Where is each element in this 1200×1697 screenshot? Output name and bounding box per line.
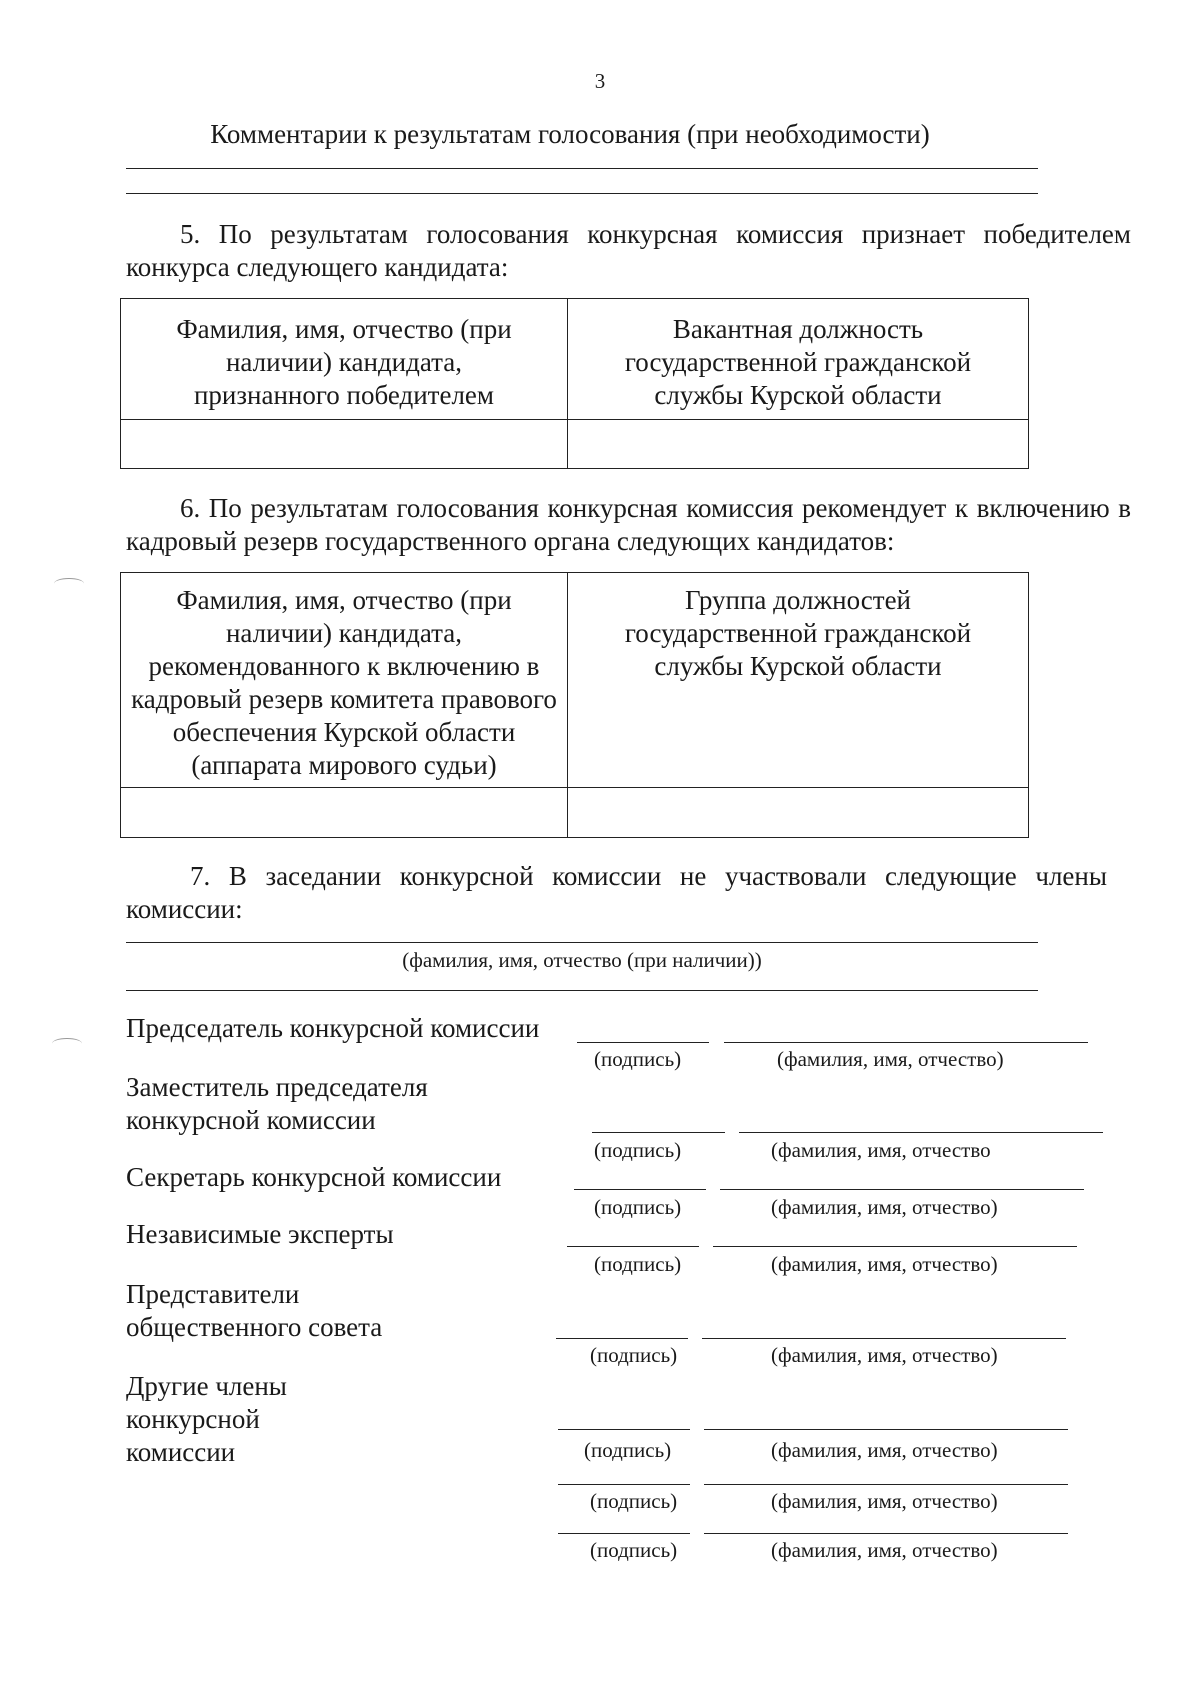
secretary-fio-line[interactable] <box>720 1189 1084 1190</box>
reserve-table-cell-group[interactable] <box>568 788 1029 838</box>
public-council-signature-line[interactable] <box>556 1338 688 1339</box>
absent-members-caption: (фамилия, имя, отчество (при наличии)) <box>402 948 762 972</box>
absent-members-line-1[interactable] <box>126 942 1038 943</box>
chairman-fio-caption: (фамилия, имя, отчество) <box>777 1047 1004 1071</box>
deputy-fio-caption: (фамилия, имя, отчество <box>771 1138 991 1162</box>
experts-signature-line[interactable] <box>567 1246 699 1247</box>
comments-heading: Комментарии к результатам голосования (при необходимости) <box>210 119 930 149</box>
chairman-signature-caption: (подпись) <box>594 1047 682 1071</box>
comments-line-1[interactable] <box>126 168 1038 169</box>
experts-fio-line[interactable] <box>713 1246 1077 1247</box>
secretary-fio-caption: (фамилия, имя, отчество) <box>771 1195 998 1219</box>
chairman-signature-line[interactable] <box>577 1042 709 1043</box>
chairman-fio-line[interactable] <box>724 1042 1088 1043</box>
other-member-2-signature-caption: (подпись) <box>590 1489 678 1513</box>
absent-members-line-2[interactable] <box>126 990 1038 991</box>
other-member-1-fio-caption: (фамилия, имя, отчество) <box>771 1438 998 1462</box>
reserve-table-cell-fio[interactable] <box>121 788 568 838</box>
other-member-2-signature-line[interactable] <box>558 1484 690 1485</box>
reserve-table-header-group: Группа должностей государственной гражданской службы Курской области <box>568 573 1029 788</box>
section6-paragraph: 6. По результатам голосования конкурсная комиссия рекомендует к включению в кадровый резерв государственного органа следующих кандидатов: <box>126 493 1131 556</box>
public-council-label: Представители общественного совета <box>126 1279 383 1342</box>
winner-table-header-fio: Фамилия, имя, отчество (при наличии) кандидата, признанного победителем <box>121 299 568 420</box>
scan-mark-2 <box>52 1038 82 1049</box>
secretary-signature-line[interactable] <box>574 1189 706 1190</box>
public-council-fio-line[interactable] <box>702 1338 1066 1339</box>
winner-table-cell-position[interactable] <box>568 420 1029 469</box>
deputy-label: Заместитель председателя конкурсной комиссии <box>126 1072 428 1135</box>
deputy-fio-line[interactable] <box>739 1132 1103 1133</box>
other-member-3-signature-caption: (подпись) <box>590 1538 678 1562</box>
other-member-1-fio-line[interactable] <box>704 1429 1068 1430</box>
other-member-2-fio-line[interactable] <box>704 1484 1068 1485</box>
winner-table-cell-fio[interactable] <box>121 420 568 469</box>
experts-signature-caption: (подпись) <box>594 1252 682 1276</box>
reserve-table-header-fio: Фамилия, имя, отчество (при наличии) кандидата, рекомендованного к включению в кадровый резерв комитета правового обеспечения Курской области (аппарата мирового судьи) <box>121 573 568 788</box>
deputy-signature-line[interactable] <box>592 1132 725 1133</box>
experts-fio-caption: (фамилия, имя, отчество) <box>771 1252 998 1276</box>
other-member-2-fio-caption: (фамилия, имя, отчество) <box>771 1489 998 1513</box>
other-members-label: Другие члены конкурсной комиссии <box>126 1371 287 1467</box>
deputy-signature-caption: (подпись) <box>594 1138 682 1162</box>
scan-mark-1 <box>54 578 84 589</box>
other-member-1-signature-line[interactable] <box>558 1429 690 1430</box>
public-council-signature-caption: (подпись) <box>590 1343 678 1367</box>
winner-table-header-position: Вакантная должность государственной гражданской службы Курской области <box>568 299 1029 420</box>
reserve-table <box>120 572 1029 838</box>
other-member-1-signature-caption: (подпись) <box>584 1438 672 1462</box>
secretary-label: Секретарь конкурсной комиссии <box>126 1162 502 1192</box>
experts-label: Независимые эксперты <box>126 1219 394 1249</box>
other-member-3-fio-line[interactable] <box>704 1533 1068 1534</box>
other-member-3-fio-caption: (фамилия, имя, отчество) <box>771 1538 998 1562</box>
chairman-label: Председатель конкурсной комиссии <box>126 1013 540 1043</box>
section5-paragraph: 5. По результатам голосования конкурсная комиссия признает победителем конкурса следующего кандидата: <box>126 219 1131 282</box>
comments-line-2[interactable] <box>126 193 1038 194</box>
section7-paragraph: 7. В заседании конкурсной комиссии не участвовали следующие члены комиссии: <box>126 861 1107 924</box>
public-council-fio-caption: (фамилия, имя, отчество) <box>771 1343 998 1367</box>
other-member-3-signature-line[interactable] <box>558 1533 690 1534</box>
secretary-signature-caption: (подпись) <box>594 1195 682 1219</box>
winner-table <box>120 298 1029 469</box>
page-number: 3 <box>594 69 606 93</box>
